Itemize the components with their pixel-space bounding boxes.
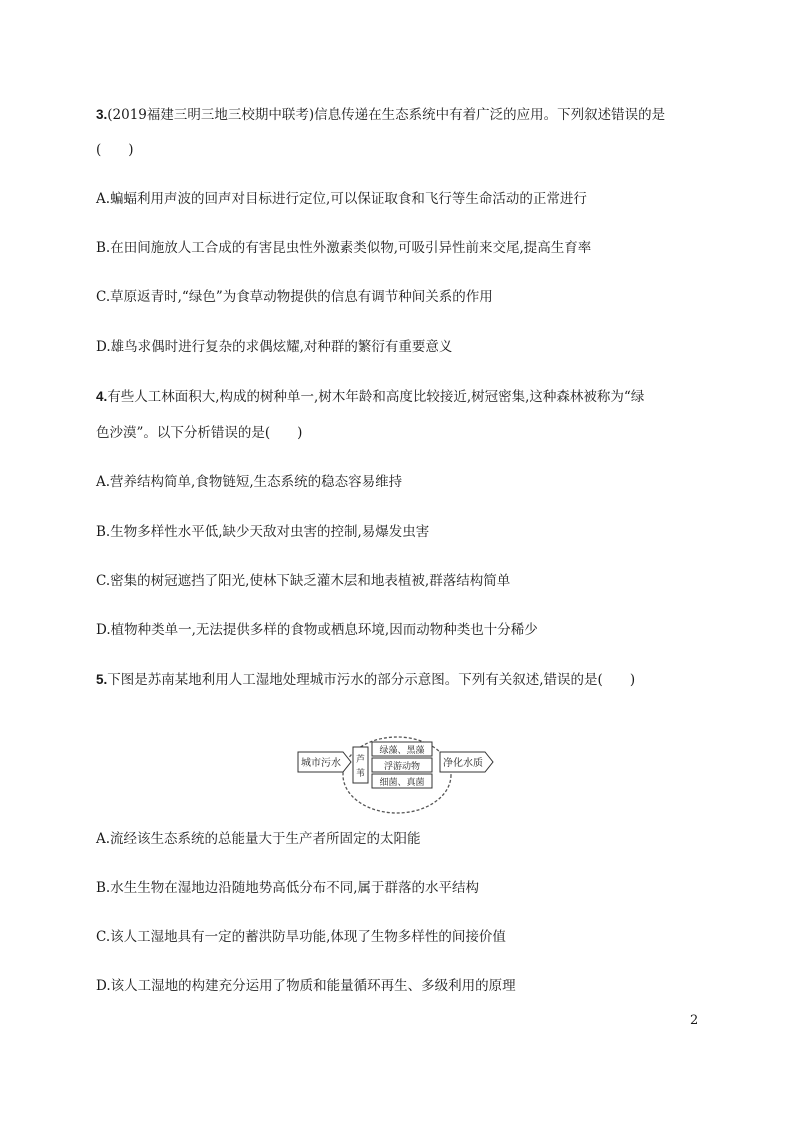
q4-stem-text: 有些人工林面积大,构成的树种单一,树木年龄和高度比较接近,树冠密集,这种森林被称为“绿: [107, 389, 645, 405]
q3-stem-line1: [96, 106, 665, 124]
q4-number: 4.: [96, 389, 108, 404]
output-label: 净化水质: [443, 758, 483, 769]
q5-stem-line1: [96, 671, 635, 689]
q3-stem-text: (2019福建三明三地三校期中联考)信息传递在生态系统中有着广泛的应用。下列叙述错误的是: [107, 107, 666, 123]
q3-number: 3.: [96, 107, 108, 122]
q5-option-a: A.流经该生态系统的总能量大于生产者所固定的太阳能: [96, 831, 421, 847]
wetland-diagram-svg: [297, 735, 497, 815]
q3-option-a: A.蝙蝠利用声波的回声对目标进行定位,可以保证取食和飞行等生命活动的正常进行: [96, 191, 587, 207]
reed-char2: 苇: [355, 769, 366, 779]
reed-char1: 芦: [355, 755, 366, 765]
q5-stem-text: 下图是苏南某地利用人工湿地处理城市污水的部分示意图。下列有关叙述,错误的是( ): [107, 672, 636, 688]
input-label: 城市污水: [301, 758, 341, 769]
q4-stem-line2: 色沙漠”。以下分析错误的是( ): [96, 425, 303, 441]
q5-number: 5.: [96, 672, 108, 687]
q3-option-d: D.雄鸟求偶时进行复杂的求偶炫耀,对种群的繁衍有重要意义: [96, 339, 453, 355]
page-number: 2: [690, 1013, 699, 1028]
q3-answer-blank: ( ): [96, 142, 134, 158]
q4-option-b: B.生物多样性水平低,缺少天敌对虫害的控制,易爆发虫害: [96, 524, 430, 540]
organism-label-2: 浮游动物: [383, 762, 421, 772]
q4-option-c: C.密集的树冠遮挡了阳光,使林下缺乏灌木层和地表植被,群落结构简单: [96, 573, 511, 589]
q5-option-c: C.该人工湿地具有一定的蓄洪防旱功能,体现了生物多样性的间接价值: [96, 929, 506, 945]
q4-option-d: D.植物种类单一,无法提供多样的食物或栖息环境,因而动物种类也十分稀少: [96, 622, 538, 638]
q3-option-b: B.在田间施放人工合成的有害昆虫性外激素类似物,可吸引异性前来交尾,提高生育率: [96, 240, 592, 256]
q3-option-c: C.草原返青时,“绿色”为食草动物提供的信息有调节种间关系的作用: [96, 289, 493, 305]
q5-option-d: D.该人工湿地的构建充分运用了物质和能量循环再生、多级利用的原理: [96, 978, 516, 994]
organism-label-3: 细菌、真菌: [379, 778, 425, 788]
q4-option-a: A.营养结构简单,食物链短,生态系统的稳态容易维持: [96, 474, 403, 490]
q4-stem-line1: [96, 388, 644, 406]
q5-option-b: B.水生生物在湿地边沿随地势高低分布不同,属于群落的水平结构: [96, 880, 480, 896]
wetland-diagram: [297, 735, 497, 815]
organism-label-1: 绿藻、黑藻: [379, 746, 425, 756]
